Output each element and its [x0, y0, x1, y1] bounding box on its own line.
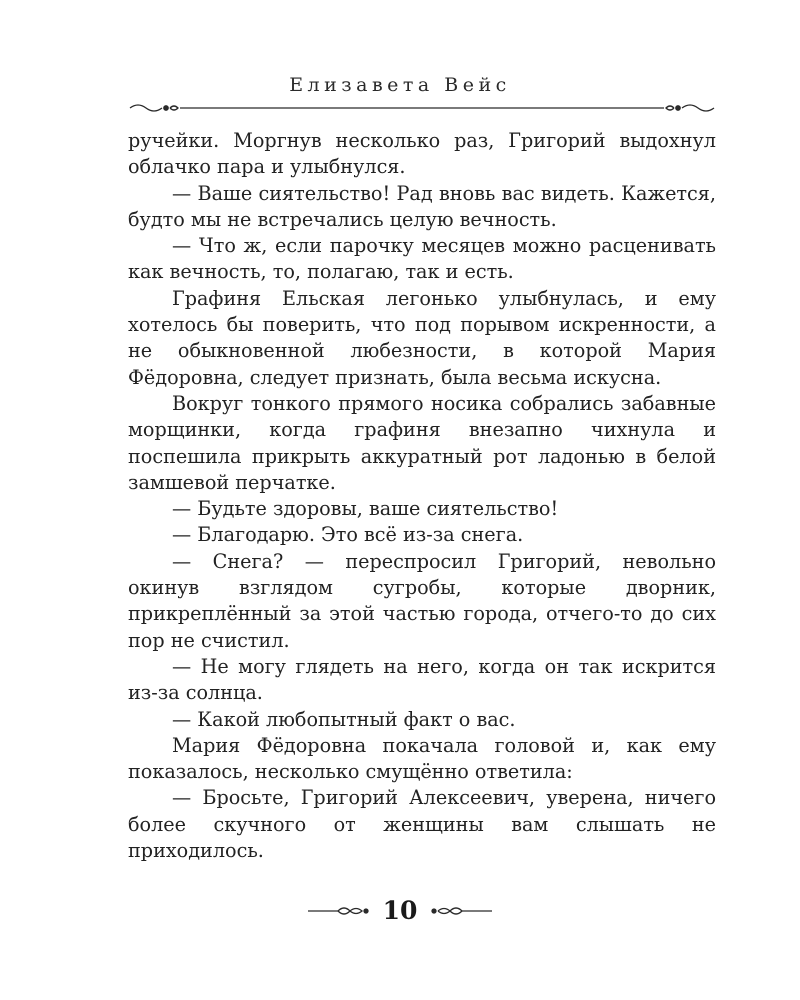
paragraph: — Ваше сиятельство! Рад вновь вас видеть. Кажется, будто мы не встречались целую вечность. [128, 181, 716, 231]
paragraph: — Снега? — переспросил Григорий, невольно окинув взглядом сугробы, которые дворник, прикреплённый за этой частью города, отчего-то до сих пор не счистил. [128, 549, 716, 652]
page-footer [0, 896, 800, 926]
header-rule-ornament-icon [128, 99, 716, 117]
paragraph: — Благодарю. Это всё из-за снега. [172, 523, 524, 547]
paragraph: Графиня Ельская легонько улыбнулась, и ему хотелось бы поверить, что под порывом искренности, а не обыкновенной любезности, в которой Мария Фёдоровна, следует признать, была весьма искусна. [128, 286, 716, 389]
right-flourish-icon [430, 904, 492, 918]
paragraph: Вокруг тонкого прямого носика собрались забавные морщинки, когда графиня внезапно чихнула и поспешила прикрыть аккуратный рот ладонью в белой замшевой перчатке. [128, 391, 716, 494]
paragraph: — Не могу глядеть на него, когда он так искрится из-за солнца. [128, 654, 716, 705]
page-number: 10 [382, 896, 418, 925]
left-flourish-icon [308, 904, 370, 918]
paragraph: Мария Фёдоровна покачала головой и, как ему показалось, несколько смущённо ответила: [128, 733, 716, 784]
paragraph: — Какой любопытный факт о вас. [172, 707, 516, 731]
paragraph: — Будьте здоровы, ваше сиятельство! [172, 497, 559, 521]
paragraph: — Бросьте, Григорий Алексеевич, уверена, ничего более скучного от женщины вам слышать не приходилось. [128, 786, 716, 863]
paragraph: ручейки. Моргнув несколько раз, Григорий выдохнул облачко пара и улыбнулся. [128, 129, 716, 179]
paragraph: — Что ж, если парочку месяцев можно расценивать как вечность, то, полагаю, так и есть. [128, 234, 716, 284]
running-head-author: Елизавета Вейс [289, 74, 511, 96]
body-text [128, 128, 716, 864]
